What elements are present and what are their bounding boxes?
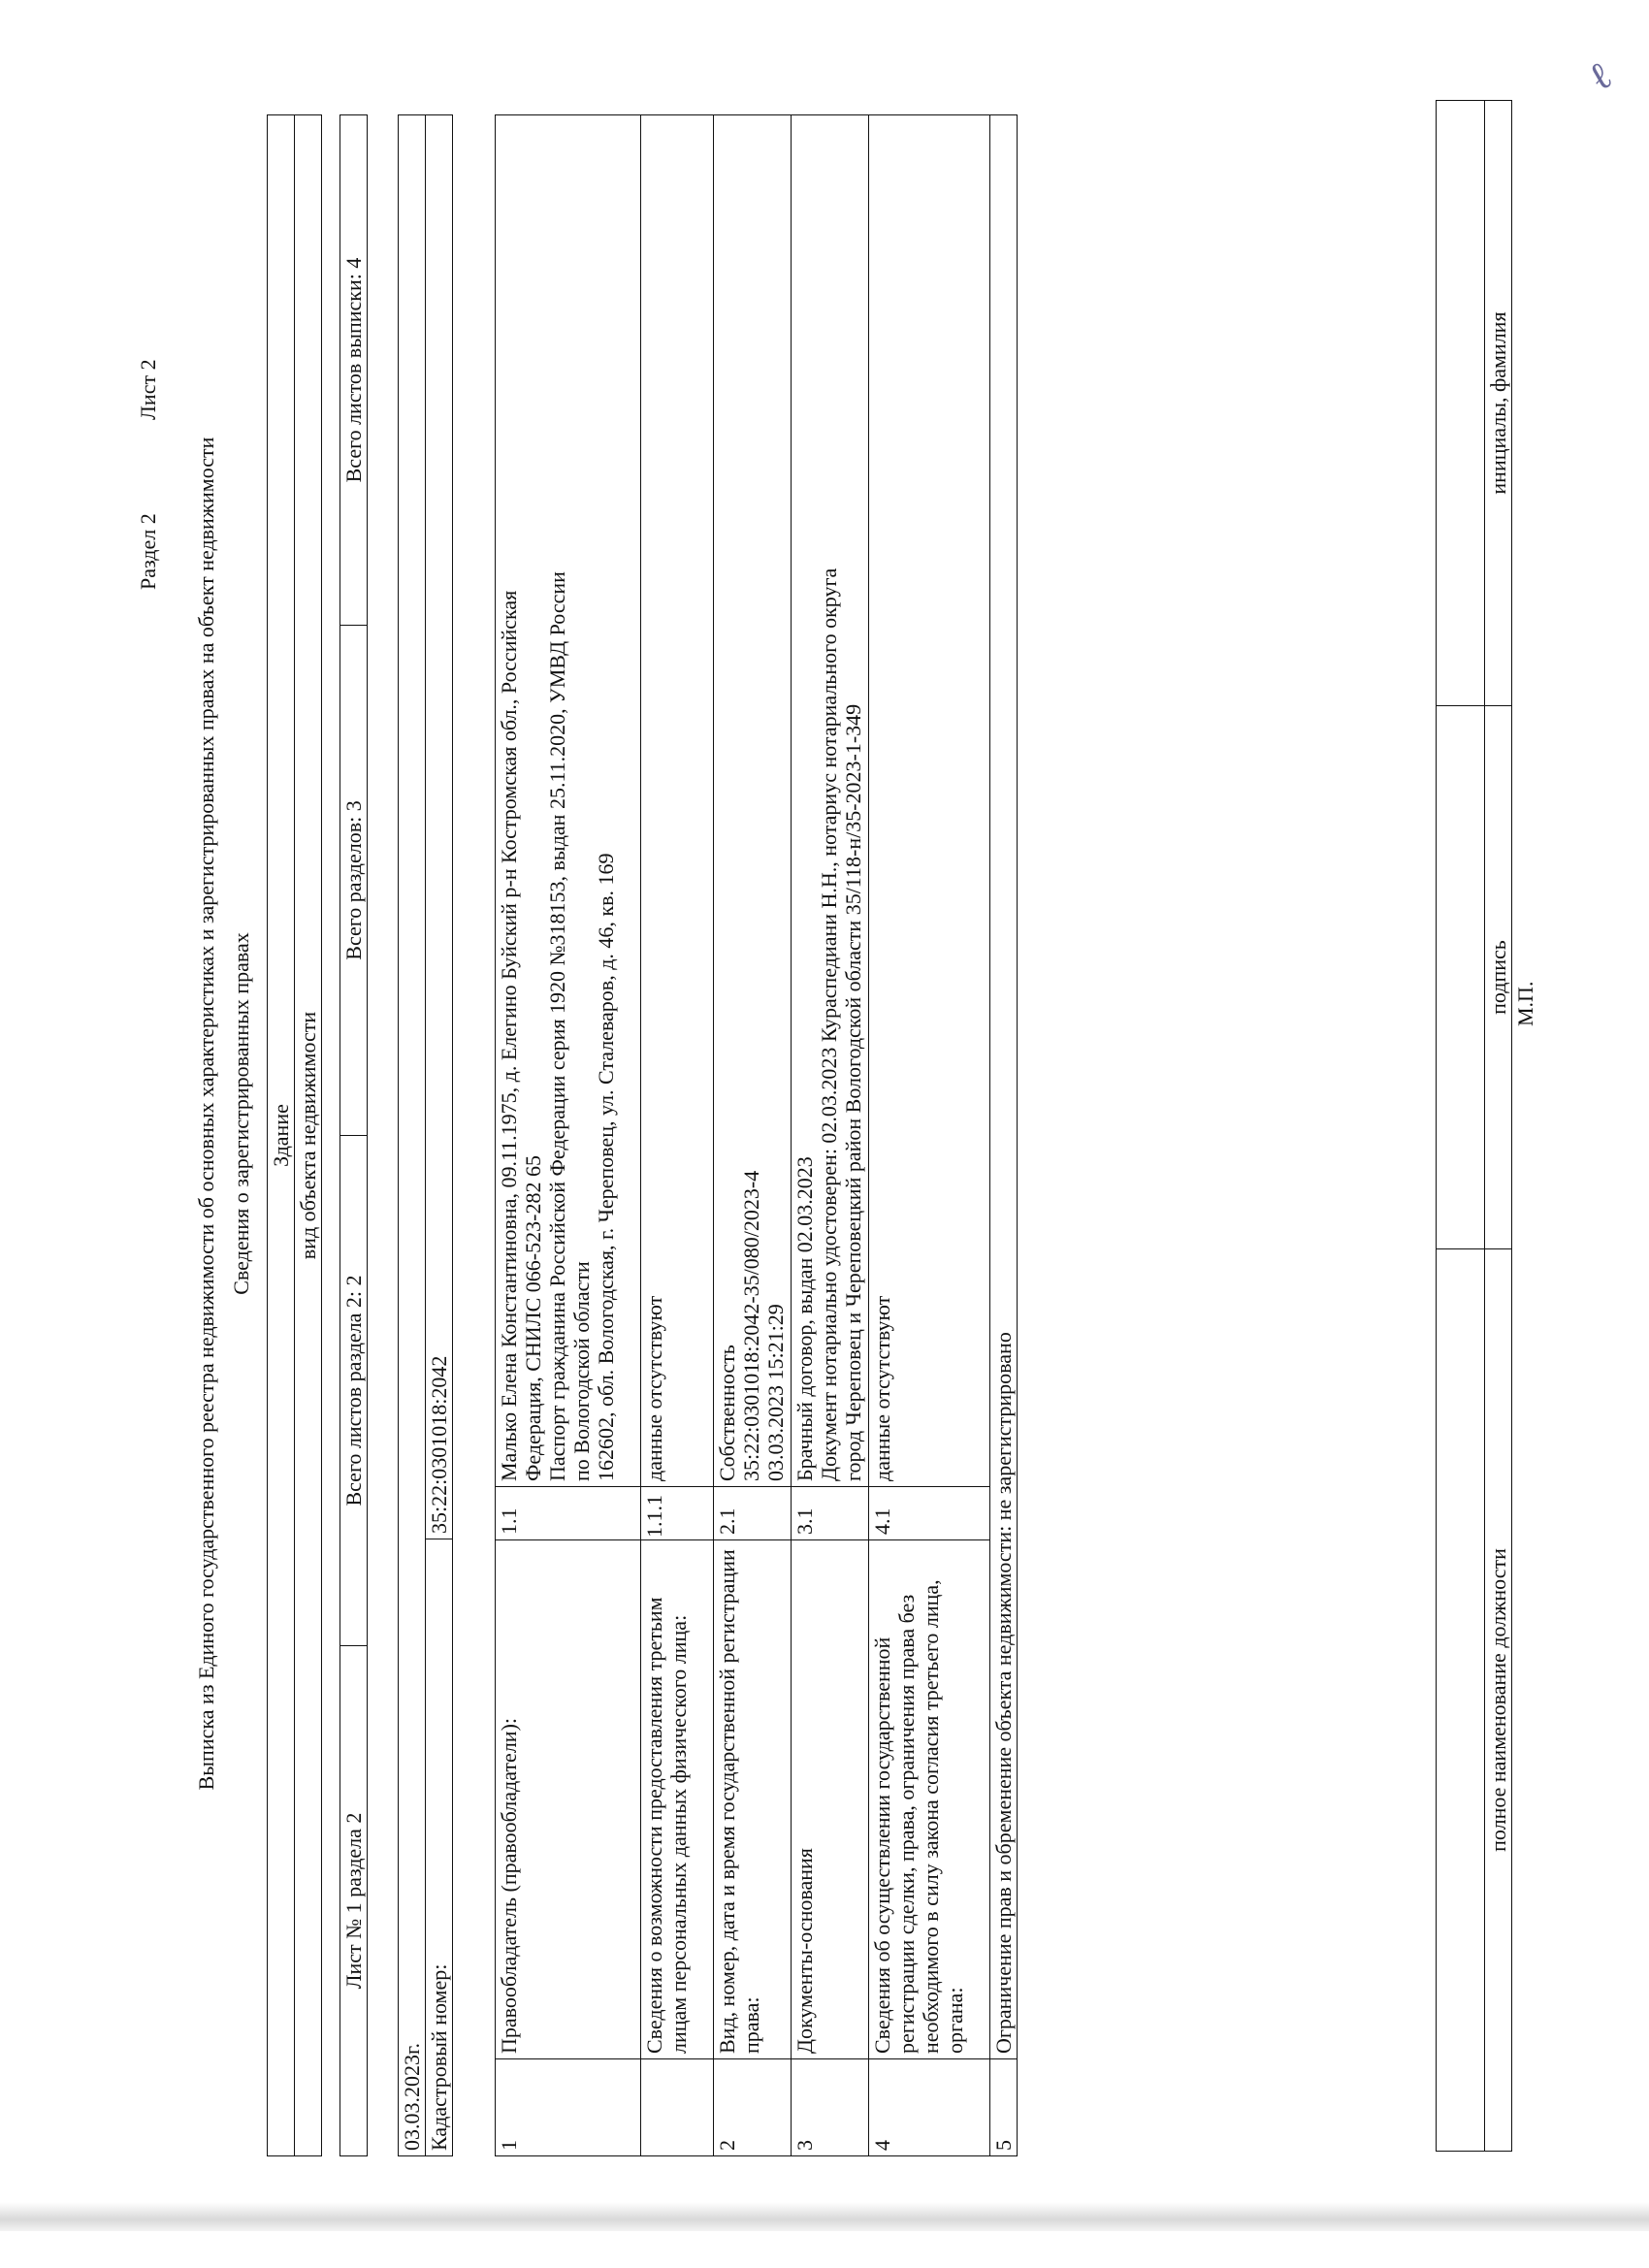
row-number: 3 — [792, 2059, 869, 2156]
right-line: 35:22:0301018:2042-35/080/2023-4 — [739, 1170, 763, 1481]
date-cadastral-box — [398, 114, 453, 2156]
row-number: 1 — [496, 2059, 641, 2156]
row-number: 2 — [714, 2059, 792, 2156]
extract-date: 03.03.2023г. — [399, 115, 426, 2156]
table-row — [990, 115, 1018, 2156]
name-caption: инициалы, фамилия — [1485, 101, 1512, 706]
document-line: Документ нотариально удостоверен: 02.03.2023 Кураспедиани Н.Н., нотариус нотариального округа — [817, 567, 841, 1481]
object-type-value: Здание — [268, 115, 295, 2156]
signature-block — [1436, 100, 1512, 2152]
row-subnumber: 4.1 — [869, 1487, 990, 1540]
section-label: Раздел 2 — [136, 513, 160, 590]
row-subnumber: 1.1.1 — [641, 1487, 714, 1540]
row-number: 4 — [869, 2059, 990, 2156]
cadastral-number: 35:22:0301018:2042 — [426, 115, 453, 1539]
row-label: Сведения о возможности предоставления третьим лицам персональных данных физического лица: — [641, 1540, 714, 2059]
row-label: Вид, номер, дата и время государственной регистрации права: — [714, 1540, 792, 2059]
rights-table — [495, 114, 1018, 2156]
right-line: Собственность — [715, 1345, 739, 1481]
row-value: данные отсутствуют — [869, 115, 990, 1487]
table-row — [792, 115, 869, 2156]
position-field — [1437, 1249, 1485, 2152]
row-label: Сведения об осуществлении государственной регистрации сделки, права, ограничения права без необходимого в силу закона согласия третьего лица, органа: — [869, 1540, 990, 2059]
row-value — [714, 115, 792, 1487]
holder-line: Паспорт гражданина Российской Федерации серия 1920 №318153, выдан 25.11.2020, УМВД России — [545, 571, 569, 1481]
document-subtitle: Сведения о зарегистрированных правах — [229, 932, 253, 1295]
row-subnumber: 1.1 — [496, 1487, 641, 1540]
sheet-info-row — [340, 114, 368, 2156]
document-title: Выписка из Единого государственного реестра недвижимости об основных характеристиках и зарегистрированных правах на объект недвижимости — [194, 437, 218, 1791]
row-subnumber: 3.1 — [792, 1487, 869, 1540]
row-number — [641, 2059, 714, 2156]
sheets-total: Всего листов выписки: 4 — [340, 115, 368, 626]
restrictions-cell — [990, 115, 1018, 2059]
sheets-in-section: Всего листов раздела 2: 2 — [340, 1136, 368, 1646]
object-type-box — [267, 114, 322, 2156]
table-row — [641, 115, 714, 2156]
sheet-label: Лист 2 — [136, 359, 160, 420]
position-caption: полное наименование должности — [1485, 1249, 1512, 2152]
cadastral-label: Кадастровый номер: — [426, 1539, 453, 2156]
row-value — [496, 115, 641, 1487]
holder-line: 162602, обл. Вологодская, г. Череповец, ул. Сталеваров, д. 46, кв. 169 — [594, 853, 618, 1481]
name-field — [1437, 101, 1485, 706]
document-line: город Череповец и Череповецкий район Вологодской области 35/118-н/35-2023-1-349 — [841, 703, 865, 1481]
sheet-number: Лист № 1 раздела 2 — [340, 1646, 368, 2156]
signature-caption: подпись — [1485, 706, 1512, 1249]
stamp-place: М.П. — [1513, 981, 1537, 1026]
stray-pen-mark: ℓ — [1581, 52, 1620, 100]
restrictions-value: не зарегистрировано — [991, 1332, 1016, 1521]
table-row — [869, 115, 990, 2156]
row-value — [792, 115, 869, 1487]
row-label: Правообладатель (правообладатели): — [496, 1540, 641, 2059]
row-value: данные отсутствуют — [641, 115, 714, 1487]
right-line: 03.03.2023 15:21:29 — [763, 1304, 788, 1481]
row-subnumber: 2.1 — [714, 1487, 792, 1540]
table-row — [714, 115, 792, 2156]
holder-line: Малько Елена Константиновна, 09.11.1975, д. Елегино Буйский р-н Костромская обл., Российская — [497, 590, 521, 1481]
holder-line: Федерация, СНИЛС 066-523-282 65 — [521, 1155, 545, 1481]
document-line: Брачный договор, выдан 02.03.2023 — [792, 1156, 817, 1481]
holder-line: по Вологодской области — [569, 1261, 594, 1481]
signature-field — [1437, 706, 1485, 1249]
table-row — [496, 115, 641, 2156]
restrictions-label: Ограничение прав и обременение объекта недвижимости: — [991, 1525, 1016, 2054]
object-type-caption: вид объекта недвижимости — [295, 115, 322, 2156]
row-label: Документы-основания — [792, 1540, 869, 2059]
row-number: 5 — [990, 2059, 1018, 2156]
sections-total: Всего разделов: 3 — [340, 626, 368, 1136]
